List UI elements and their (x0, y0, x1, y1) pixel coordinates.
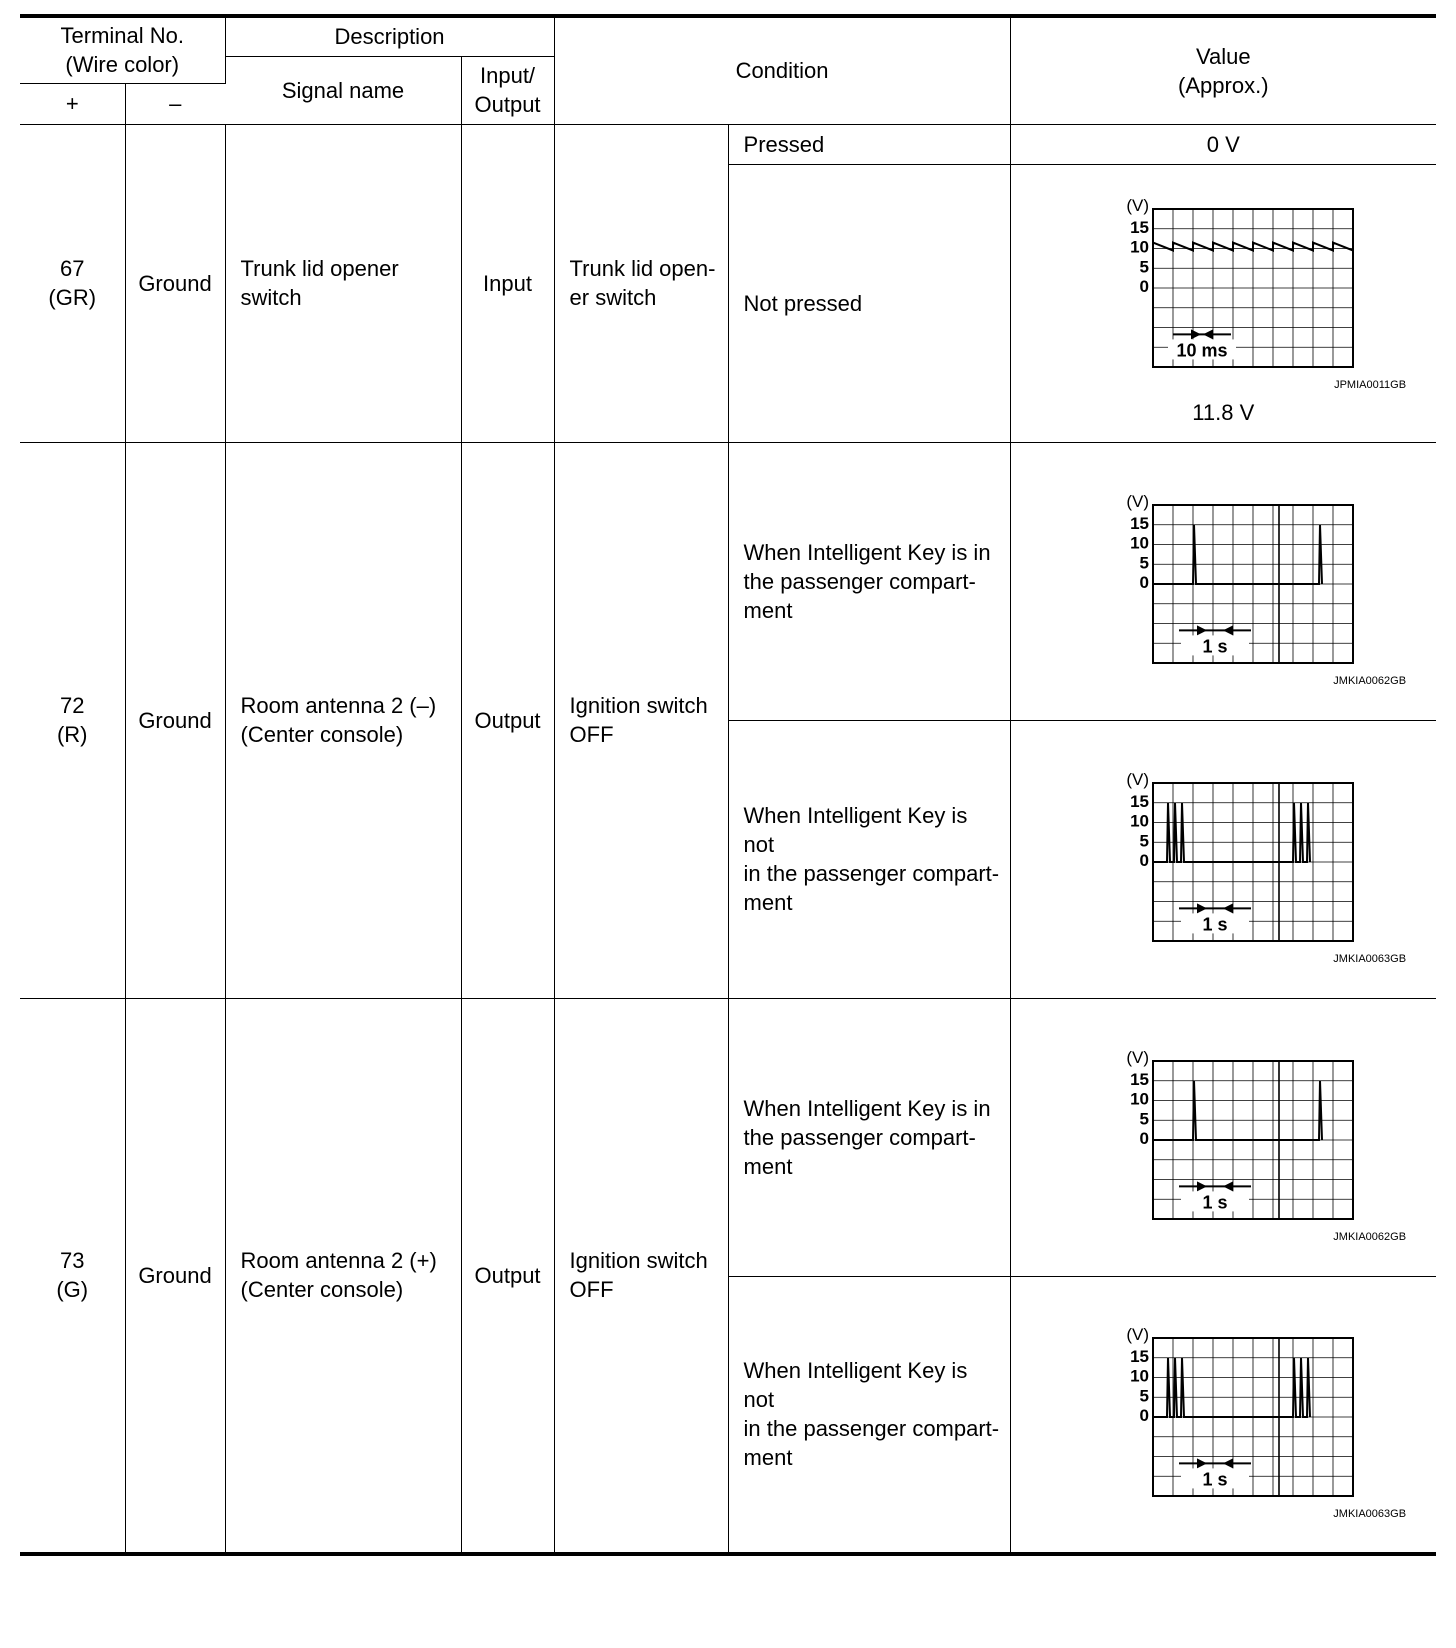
signal-trace (1153, 243, 1353, 251)
io-cell: Input (461, 124, 554, 442)
value-cell (1010, 720, 1436, 998)
y-unit-label: (V) (1126, 491, 1150, 511)
time-division-label: 1 s (1202, 1469, 1228, 1490)
y-tick-label: 0 (1139, 277, 1150, 296)
io-cell: Output (461, 998, 554, 1554)
y-tick-label: 15 (1130, 513, 1150, 533)
value-text: 11.8 V (1192, 400, 1255, 425)
y-tick-label: 10 (1130, 533, 1150, 552)
value-cell (1010, 164, 1436, 442)
ground-cell: Ground (125, 442, 225, 998)
y-tick-label: 5 (1139, 1386, 1150, 1405)
header-signal-name: Signal name (225, 56, 461, 124)
terminal-cell: 73 (G) (20, 998, 125, 1554)
io-cell: Output (461, 442, 554, 998)
header-description: Description (225, 16, 554, 56)
terminal-spec-table (20, 14, 1436, 1556)
y-tick-label: 5 (1139, 552, 1150, 572)
condition-cell: Ignition switch OFF (554, 442, 728, 998)
sub-condition-cell: Pressed (728, 124, 1010, 164)
signal-name-cell: Trunk lid opener switch (225, 124, 461, 442)
signal-trace (1153, 524, 1322, 583)
value-cell (1010, 442, 1436, 720)
signal-name-cell: Room antenna 2 (+) (Center console) (225, 998, 461, 1554)
y-tick-label: 10 (1130, 811, 1150, 830)
header-terminal-no: Terminal No. (Wire color) (20, 16, 225, 83)
y-tick-label: 10 (1130, 1089, 1150, 1108)
y-tick-label: 5 (1139, 830, 1150, 850)
header-input-output: Input/ Output (461, 56, 554, 124)
signal-trace (1153, 802, 1310, 861)
figure-code: JMKIA0062GB (1333, 1230, 1407, 1243)
header-plus: + (20, 83, 125, 124)
y-unit-label: (V) (1126, 769, 1150, 789)
y-tick-label: 15 (1130, 1346, 1150, 1366)
waveform-jpmia0011gb (1073, 179, 1373, 379)
condition-cell: Ignition switch OFF (554, 998, 728, 1554)
signal-trace (1153, 1080, 1322, 1139)
sub-condition-cell: When Intelligent Key is not in the passenger compart- ment (728, 1276, 1010, 1554)
ground-cell: Ground (125, 124, 225, 442)
header-condition: Condition (554, 16, 1010, 124)
y-tick-label: 0 (1139, 1405, 1150, 1425)
y-tick-label: 10 (1130, 1366, 1150, 1386)
y-tick-label: 0 (1139, 572, 1150, 592)
value-cell (1010, 998, 1436, 1276)
signal-name-cell: Room antenna 2 (–) (Center console) (225, 442, 461, 998)
y-unit-label: (V) (1126, 1324, 1150, 1344)
sub-condition-cell: When Intelligent Key is in the passenger compart- ment (728, 998, 1010, 1276)
time-division-label: 1 s (1202, 913, 1228, 934)
y-tick-label: 0 (1139, 850, 1150, 870)
y-tick-label: 10 (1130, 237, 1150, 257)
sub-condition-cell: When Intelligent Key is in the passenger compart- ment (728, 442, 1010, 720)
time-division-label: 10 ms (1176, 340, 1228, 361)
ground-cell: Ground (125, 998, 225, 1554)
waveform-jmkia0063gb (1073, 1308, 1373, 1508)
waveform-jmkia0063gb (1073, 753, 1373, 953)
figure-code: JMKIA0063GB (1333, 952, 1407, 965)
time-division-label: 1 s (1202, 1191, 1228, 1212)
sub-condition-cell: Not pressed (728, 164, 1010, 442)
y-tick-label: 15 (1130, 217, 1150, 237)
time-division-label: 1 s (1202, 635, 1228, 656)
y-unit-label: (V) (1126, 196, 1150, 215)
terminal-cell: 67 (GR) (20, 124, 125, 442)
condition-cell: Trunk lid open- er switch (554, 124, 728, 442)
y-tick-label: 15 (1130, 791, 1150, 811)
y-tick-label: 0 (1139, 1128, 1150, 1148)
waveform-jmkia0062gb (1073, 1031, 1373, 1231)
figure-code: JPMIA0011GB (1334, 379, 1407, 391)
signal-trace (1153, 1358, 1310, 1417)
y-tick-label: 5 (1139, 257, 1150, 277)
y-unit-label: (V) (1126, 1047, 1150, 1067)
value-cell: 0 V (1010, 124, 1436, 164)
figure-code: JMKIA0063GB (1333, 1507, 1407, 1520)
header-minus: – (125, 83, 225, 124)
y-tick-label: 5 (1139, 1108, 1150, 1128)
y-tick-label: 15 (1130, 1069, 1150, 1089)
figure-code: JMKIA0062GB (1333, 674, 1407, 687)
value-cell (1010, 1276, 1436, 1554)
waveform-jmkia0062gb (1073, 475, 1373, 675)
sub-condition-cell: When Intelligent Key is not in the passenger compart- ment (728, 720, 1010, 998)
terminal-cell: 72 (R) (20, 442, 125, 998)
header-value: Value (Approx.) (1010, 16, 1436, 124)
